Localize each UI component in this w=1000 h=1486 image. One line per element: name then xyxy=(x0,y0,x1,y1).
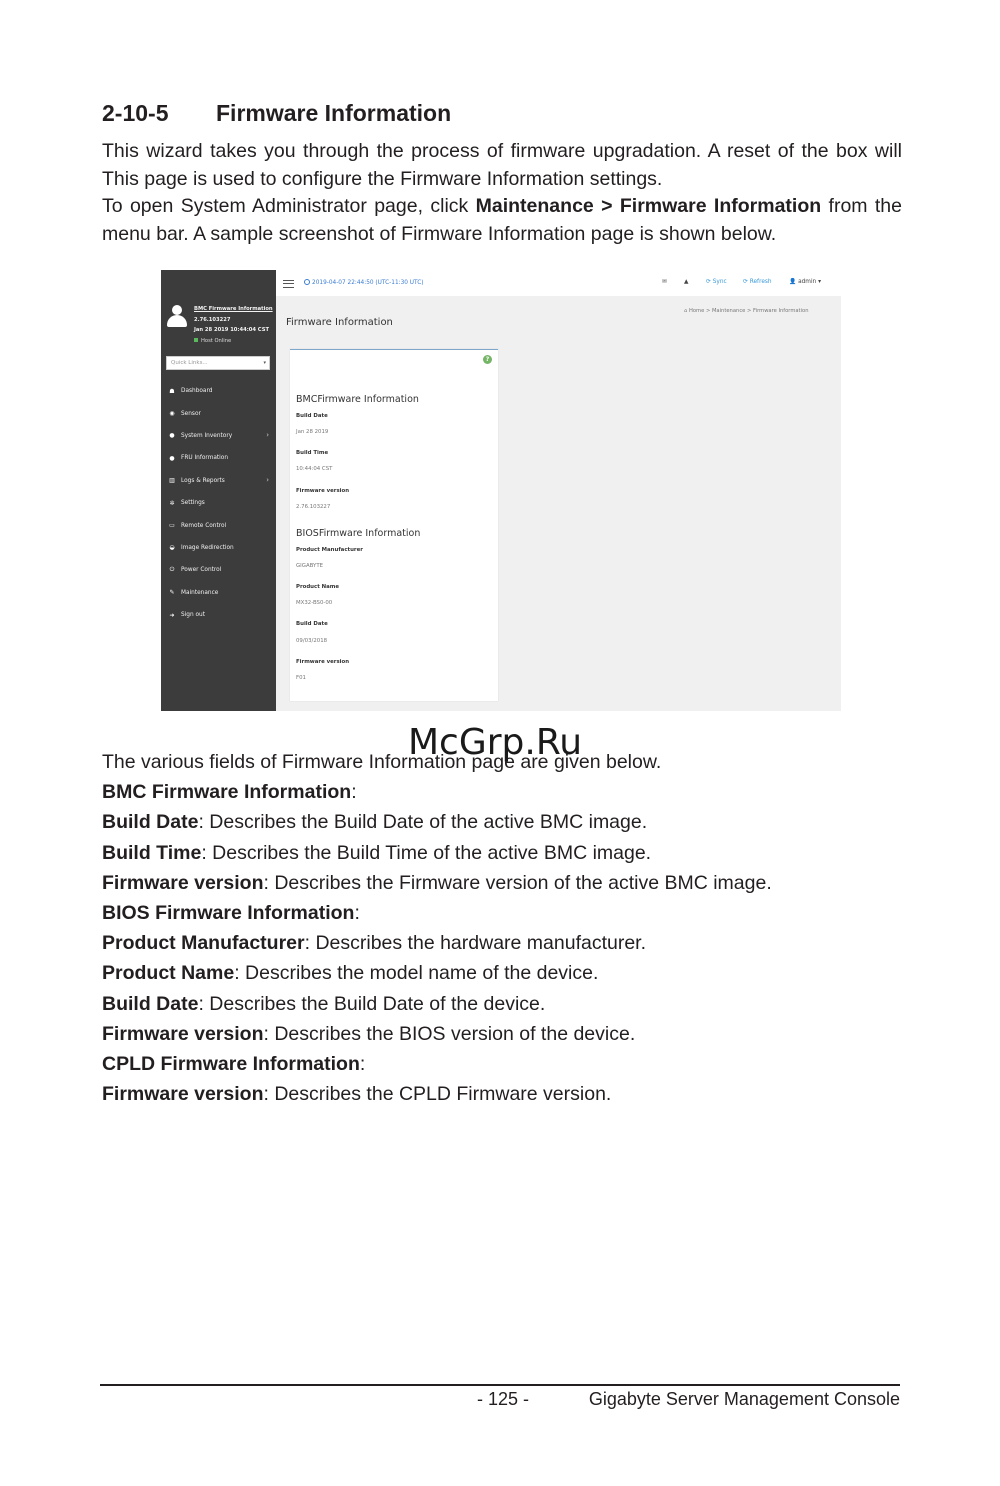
sidebar-item-label: Image Redirection xyxy=(181,544,234,551)
field-description xyxy=(102,807,772,837)
sidebar-item-sensor[interactable] xyxy=(168,402,272,424)
chart-icon: ▥ xyxy=(169,477,175,485)
datetime: 2019-04-07 22:44:50 (UTC-11:30 UTC) xyxy=(304,279,424,286)
quick-links-select[interactable]: Quick Links... ▾ xyxy=(166,356,270,370)
firmware-info-screenshot xyxy=(161,270,841,711)
bmc-build-time-label: Build Time xyxy=(296,450,329,456)
sidebar-item-image-redirection[interactable] xyxy=(168,537,272,559)
breadcrumb: ⌂ Home > Maintenance > Firmware Information xyxy=(684,308,809,314)
wrench-icon: ✎ xyxy=(169,589,175,597)
gear-icon: ✲ xyxy=(169,499,175,507)
field-text: : xyxy=(359,1053,366,1076)
field-term: Product Name xyxy=(102,962,235,985)
field-term: Firmware version xyxy=(102,871,264,894)
field-description xyxy=(102,1079,772,1109)
bios-fw-label: Firmware version xyxy=(296,659,350,665)
field-text: : xyxy=(354,902,360,925)
sidebar-item-settings[interactable] xyxy=(168,492,272,514)
menu-path: Maintenance > Firmware Information xyxy=(475,195,822,217)
field-term: Product Manufacturer xyxy=(102,932,305,955)
bios-mfr-label: Product Manufacturer xyxy=(296,547,363,553)
field-description xyxy=(102,777,772,807)
sidebar-item-fru-information[interactable] xyxy=(168,447,272,469)
field-text: : xyxy=(351,781,357,804)
bmc-build-date-label: Build Date xyxy=(296,413,328,419)
refresh-button[interactable]: ⟳ Refresh xyxy=(743,279,772,285)
field-term: CPLD Firmware Information xyxy=(102,1053,360,1076)
footer-rule xyxy=(100,1384,900,1386)
field-description xyxy=(102,1019,772,1049)
info-icon: ● xyxy=(169,432,175,440)
mail-icon[interactable]: ✉ xyxy=(662,279,667,285)
top-bar xyxy=(276,270,841,296)
bios-fw-value: F01 xyxy=(296,675,306,681)
user-avatar-icon xyxy=(166,304,188,328)
alert-icon[interactable]: ▲ xyxy=(684,279,689,285)
bios-build-date-value: 09/03/2018 xyxy=(296,638,328,644)
bmc-build-date-value: Jan 28 2019 xyxy=(296,429,329,435)
bios-section-heading: BIOSFirmware Information xyxy=(296,528,421,539)
field-text: : Describes the Firmware version of the active BMC image. xyxy=(263,871,772,894)
bios-name-value: MX32-BS0-00 xyxy=(296,600,333,606)
home-icon: ⌂ xyxy=(684,308,688,314)
sidebar-item-label: Logs & Reports xyxy=(181,477,225,484)
sidebar xyxy=(161,270,276,711)
section-number: 2-10-5 xyxy=(102,100,169,126)
clock-icon xyxy=(304,279,310,285)
field-term: Build Date xyxy=(102,811,199,834)
sidebar-item-label: Power Control xyxy=(181,567,222,574)
field-term: Firmware version xyxy=(102,1083,264,1106)
field-term: Firmware version xyxy=(102,1022,264,1045)
sidebar-item-power-control[interactable] xyxy=(168,559,272,581)
section-heading xyxy=(102,100,451,127)
sidebar-item-label: Sensor xyxy=(181,410,201,417)
disc-icon: ◒ xyxy=(169,544,175,552)
monitor-icon: ▭ xyxy=(169,522,175,530)
field-text: : Describes the BIOS version of the device. xyxy=(263,1022,636,1045)
user-menu-button[interactable]: 👤 admin ▾ xyxy=(789,279,821,285)
breadcrumb-current: Firmware Information xyxy=(753,308,809,314)
sidebar-item-label: Maintenance xyxy=(181,589,219,596)
firmware-card xyxy=(290,349,498,701)
field-description xyxy=(102,958,772,988)
sidebar-item-label: Settings xyxy=(181,500,205,507)
chevron-right-icon: › xyxy=(266,430,269,439)
dashboard-icon: ☗ xyxy=(169,387,175,395)
field-description xyxy=(102,989,772,1019)
user-panel-date: Jan 28 2019 10:44:04 CST xyxy=(194,327,269,333)
bmc-fw-value: 2.76.103227 xyxy=(296,504,331,510)
intro-paragraph-1: This wizard takes you through the process of firmware upgradation. A reset of the box will This page is used to configure the Firmware Information settings. xyxy=(102,140,902,190)
sidebar-item-label: System Inventory xyxy=(181,432,233,439)
hamburger-menu-icon[interactable] xyxy=(283,280,294,288)
field-text: : Describes the Build Date of the active BMC image. xyxy=(198,811,648,834)
sync-button[interactable]: ⟳ Sync xyxy=(706,279,727,285)
sidebar-item-dashboard[interactable] xyxy=(168,380,272,402)
field-text: : Describes the hardware manufacturer. xyxy=(304,932,647,955)
chevron-right-icon: › xyxy=(266,475,269,484)
page-number: - 125 - xyxy=(477,1389,530,1409)
signout-icon: ➜ xyxy=(169,611,175,619)
sidebar-item-label: Sign out xyxy=(181,612,205,619)
field-description xyxy=(102,898,772,928)
sensor-icon: ◉ xyxy=(169,410,175,418)
field-description xyxy=(102,1049,772,1079)
field-description xyxy=(102,928,772,958)
intro-paragraph-2: To open System Administrator page, click Maintenance > Firmware Information from the menu bar. A sample screenshot of Firmware Information page is shown below. xyxy=(102,195,902,245)
status-dot-icon xyxy=(194,338,198,342)
sidebar-menu xyxy=(168,380,272,626)
bios-mfr-value: GIGABYTE xyxy=(296,563,324,569)
watermark: McGrp.Ru xyxy=(408,722,583,763)
help-icon[interactable]: ? xyxy=(483,355,492,364)
host-status: Host Online xyxy=(194,336,273,347)
bmc-section-heading: BMCFirmware Information xyxy=(296,394,419,405)
field-text: : Describes the Build Time of the active BMC image. xyxy=(201,841,652,864)
field-term: BMC Firmware Information xyxy=(102,781,352,804)
breadcrumb-home[interactable]: Home xyxy=(688,308,705,314)
power-icon: ⏻ xyxy=(169,566,175,574)
page-title: Firmware Information xyxy=(286,317,393,328)
bmc-build-time-value: 10:44:04 CST xyxy=(296,466,333,472)
user-panel-title[interactable]: BMC Firmware Information xyxy=(194,306,273,312)
field-text: : Describes the Build Date of the device. xyxy=(198,992,546,1015)
breadcrumb-maintenance[interactable]: Maintenance xyxy=(711,308,746,314)
field-term: Build Time xyxy=(102,841,202,864)
fru-icon: ● xyxy=(169,454,175,462)
field-text: : Describes the CPLD Firmware version. xyxy=(263,1083,612,1106)
bios-build-date-label: Build Date xyxy=(296,621,328,627)
chevron-down-icon: ▾ xyxy=(263,360,266,366)
bios-name-label: Product Name xyxy=(296,584,340,590)
bmc-fw-label: Firmware version xyxy=(296,488,350,494)
user-panel-version: 2.76.103227 xyxy=(194,316,231,323)
user-panel xyxy=(166,304,273,346)
field-term: BIOS Firmware Information xyxy=(102,902,355,925)
sidebar-item-label: Remote Control xyxy=(181,522,227,529)
sidebar-item-system-inventory[interactable] xyxy=(168,425,272,447)
section-title: Firmware Information xyxy=(216,100,452,126)
footer-title: Gigabyte Server Management Console xyxy=(588,1389,900,1409)
sidebar-item-logs-reports[interactable] xyxy=(168,470,272,492)
field-text: : Describes the model name of the device. xyxy=(234,962,599,985)
fields-intro: The various fields of Firmware Information page are given below. xyxy=(102,751,662,773)
sidebar-item-label: FRU Information xyxy=(181,455,229,462)
sidebar-item-label: Dashboard xyxy=(181,388,213,395)
field-description xyxy=(102,868,772,898)
sidebar-item-remote-control[interactable] xyxy=(168,514,272,536)
sidebar-item-sign-out[interactable] xyxy=(168,604,272,626)
field-term: Build Date xyxy=(102,992,199,1015)
field-descriptions xyxy=(102,747,772,1109)
sidebar-item-maintenance[interactable] xyxy=(168,582,272,604)
field-description xyxy=(102,838,772,868)
